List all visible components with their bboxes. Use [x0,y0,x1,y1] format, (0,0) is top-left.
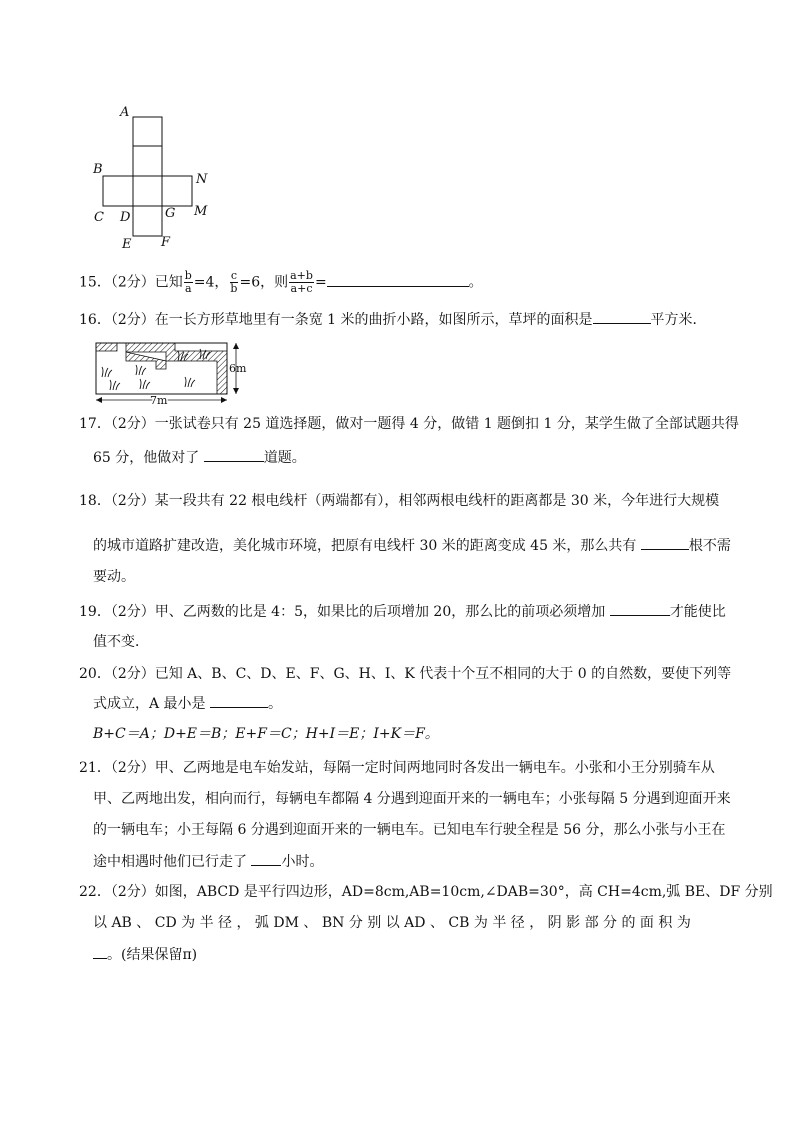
grass-icon [140,379,150,389]
question-21-line1 [79,758,715,778]
q15-equals: = [314,274,327,291]
numerator: b [184,269,192,282]
q18-text: 的城市道路扩建改造，美化城市环境，把原有电线杆 30 米的距离变成 45 米，那么共有 [93,538,641,554]
cube-net-figure [90,100,220,255]
question-18-line2 [93,535,731,556]
answer-blank[interactable] [327,272,469,287]
question-22-line1 [79,882,773,902]
q21-text: 甲、乙两地出发，相向而行，每辆电车都隔 4 分遇到迎面开来的一辆电车；小张每隔 5 分遇到迎面开来 [93,791,731,807]
denominator: a [184,282,192,295]
answer-blank[interactable] [593,309,651,324]
question-19-line2 [93,632,149,652]
q20-end: 。 [268,696,283,712]
numerator: c [230,269,238,282]
q15-eq2: =6，则 [239,274,289,291]
q15-end: 。 [468,274,483,291]
net-label: C [94,210,104,225]
denominator: b [230,282,238,295]
q18-end: 根不需 [688,538,731,554]
q22-text: 以 AB 、 CD 为 半 径 ， 弧 DM 、 BN 分 别 以 AD 、 CB 为 半 径 ， 阴 影 部 分 的 面 积 为 [93,915,691,931]
net-square [133,176,162,206]
answer-blank[interactable] [93,944,107,959]
question-20-line1 [79,664,731,684]
question-18-line1 [79,491,719,511]
q19-text: 19．（2分）甲、乙两数的比是 4：5，如果比的后项增加 20，那么比的前项必须增加 [79,604,610,620]
q21-text: 途中相遇时他们已行走了 [93,854,252,870]
net-label: N [196,172,208,187]
answer-blank[interactable] [641,535,689,550]
q17-end: 道题。 [263,450,306,466]
question-21-line3 [93,820,726,840]
net-label: E [122,237,132,252]
question-21-line4 [93,851,323,872]
question-17-line1 [79,414,739,434]
numerator: a+b [290,269,313,282]
net-square [133,206,162,236]
q19-text: 值不变． [93,634,149,650]
net-square [162,176,192,206]
grass-icon [136,365,146,375]
net-label: F [161,235,171,250]
grass-icon [110,380,120,390]
answer-blank[interactable] [210,693,268,708]
q21-text: 的一辆电车；小王每隔 6 分遇到迎面开来的一辆电车。已知电车行驶全程是 56 分，那么小张与小王在 [93,822,726,838]
q15-eq1: =4， [193,274,229,291]
q17-text: 17．（2分）一张试卷只有 25 道选择题，做对一题得 4 分，做错 1 题倒扣 1 分，某学生做了全部试题共得 [79,416,739,432]
net-square [103,176,133,206]
q18-text: 要动。 [93,569,135,585]
arrow-down-icon [233,388,239,394]
net-label: B [93,162,103,177]
q15-prefix: 15．（2分）已知 [79,274,183,291]
q22-text: 22．（2分）如图，ABCD 是平行四边形，AD=8cm,AB=10cm,∠DAB=30°，高 CH=4cm,弧 BE、DF 分别 [79,884,773,900]
question-20-line2 [93,693,282,714]
question-15 [79,270,483,295]
width-label: 7m [150,394,168,407]
grass-icon [102,367,112,377]
net-square [133,117,162,146]
question-22-line2 [93,913,691,933]
lawn-path-figure [90,337,260,407]
q17-text: 65 分，他做对了 [93,450,204,466]
question-22-line3 [93,944,197,965]
q19-end: 才能使比 [669,604,726,620]
answer-blank[interactable] [204,447,264,462]
grass-icon [185,377,195,387]
arrow-up-icon [233,343,239,349]
net-label: G [165,206,176,221]
q20-text: 20．（2分）已知 A、B、C、D、E、F、G、H、I、K 代表十个互不相同的大于 0 的自然数，要使下列等 [79,666,732,682]
q21-end: 小时。 [281,854,324,870]
q20-equations-text: B+C＝A；D+E＝B；E+F＝C；H+I＝E；I+K＝F。 [93,726,439,742]
answer-blank[interactable] [251,851,281,866]
winding-path-step [126,352,166,369]
q20-text: 式成立，A 最小是 [93,696,211,712]
question-20-equations [93,724,439,744]
arrow-left-icon [96,397,102,403]
fraction-b-over-a [184,270,193,295]
net-label: A [120,105,130,120]
fraction-apb-over-apc [289,270,314,295]
question-19-line1 [79,601,726,622]
q16-text: 16．（2分）在一长方形草地里有一条宽 1 米的曲折小路，如图所示，草坪的面积是 [79,312,593,328]
question-16 [79,309,707,330]
net-square [133,146,162,176]
q21-text: 21．（2分）甲、乙两地是电车始发站，每隔一定时间两地同时各发出一辆电车。小张和小王分别骑车从 [79,760,715,776]
question-21-line2 [93,789,731,809]
denominator: a+c [290,282,313,295]
height-label: 6m [229,362,247,375]
q22-end: 。(结果保留π) [107,947,198,963]
fraction-c-over-b [229,270,238,295]
question-18-line3 [93,567,135,587]
net-label: M [194,204,208,219]
q16-end: 平方米． [650,312,707,328]
net-label: D [120,210,131,225]
q18-text: 18．（2分）某一段共有 22 根电线杆（两端都有），相邻两根电线杆的距离都是 30 米，今年进行大规模 [79,493,720,509]
answer-blank[interactable] [610,601,670,616]
arrow-right-icon [221,397,227,403]
question-17-line2 [93,447,306,468]
